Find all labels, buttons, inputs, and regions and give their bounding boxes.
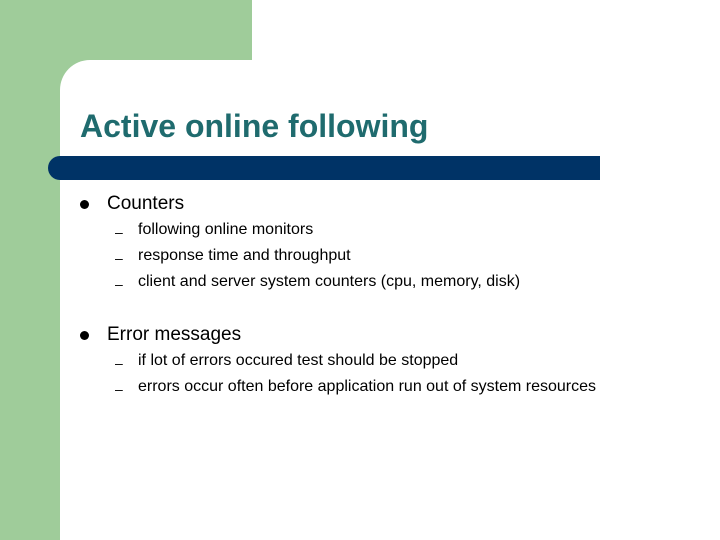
section-heading-error-messages: Error messages (107, 324, 242, 345)
bullet-icon (80, 200, 89, 209)
dash-icon: – (115, 276, 123, 292)
dash-icon: – (115, 250, 123, 266)
list-item: if lot of errors occured test should be stopped (138, 352, 459, 369)
title-underline-bar (48, 156, 600, 180)
dash-icon: – (115, 224, 123, 240)
slide-title: Active online following (80, 108, 429, 144)
dash-icon: – (115, 381, 123, 397)
list-item: following online monitors (138, 221, 314, 238)
list-item: response time and throughput (138, 247, 351, 264)
list-item: errors occur often before application run out of system resources (138, 378, 596, 395)
dash-icon: – (115, 355, 123, 371)
section-heading-counters: Counters (107, 193, 185, 214)
bullet-icon (80, 331, 89, 340)
list-item: client and server system counters (cpu, memory, disk) (138, 273, 521, 290)
